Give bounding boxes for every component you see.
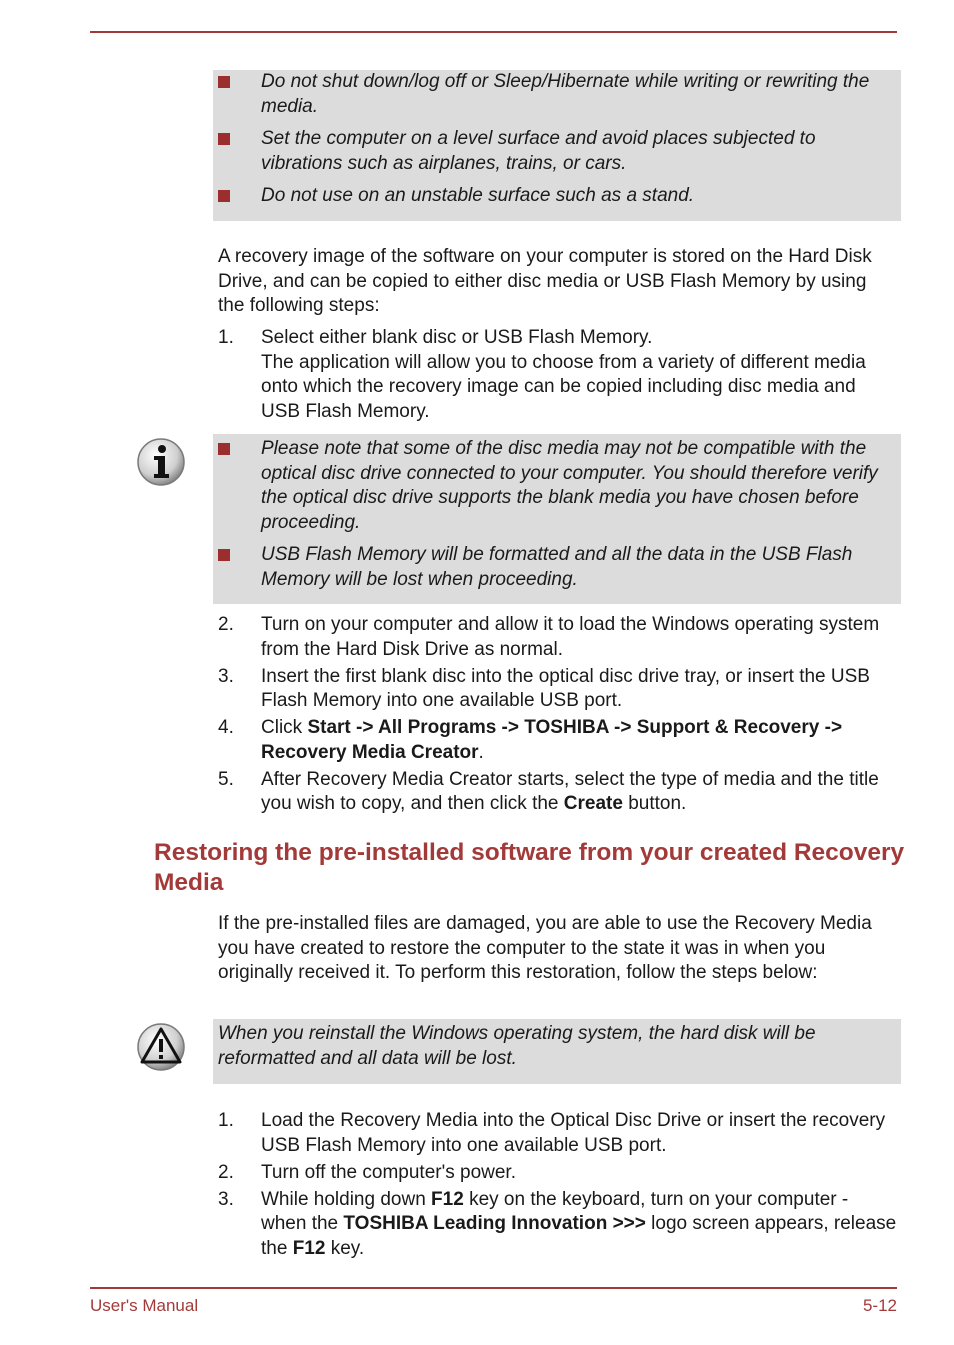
step-item: 4. Click Start -> All Programs -> TOSHIBA -> Support & Recovery -> Recovery Media Creator. [218,717,843,763]
header-rule [90,31,897,33]
caution-box [213,70,901,221]
steps-list-2 [218,613,898,819]
page-number: 5-12 [862,1296,897,1315]
footer-rule [90,1287,897,1289]
step-item: 2. Turn off the computer's power. [218,1161,516,1183]
bullet-square-icon [218,190,230,202]
step-item: 5. After Recovery Media Creator starts, select the type of media and the title you wish to copy, and then click the Create button. [218,768,879,814]
bullet-square-icon [218,76,230,88]
warning-box [213,1019,901,1084]
bullet-square-icon [218,443,230,455]
step-item: 3. While holding down F12 key on the keyboard, turn on your computer - when the TOSHIBA Leading Innovation >>> logo screen appears, release the F12 key. [218,1188,897,1259]
footer-title: User's Manual [90,1296,199,1315]
bullet-square-icon [218,549,230,561]
step-item: 2. Turn on your computer and allow it to load the Windows operating system from the Hard Disk Drive as normal. [218,614,880,660]
step-item: 1. Select either blank disc or USB Flash Memory. The application will allow you to choose from a variety of different media onto which the recovery image can be copied including disc media and USB Flash Memory. [218,327,866,422]
step-item: 1. Load the Recovery Media into the Optical Disc Drive or insert the recovery USB Flash Memory into one available USB port. [218,1110,886,1156]
caution-item: Set the computer on a level surface and avoid places subjected to vibrations such as airplanes, trains, or cars. [213,127,901,176]
warning-text: When you reinstall the Windows operating system, the hard disk will be reformatted and all data will be lost. [218,1023,816,1069]
steps-list-3 [218,1109,898,1264]
note-box [213,434,901,604]
step-item: 3. Insert the first blank disc into the optical disc drive tray, or insert the USB Flash Memory into one available USB port. [218,665,870,711]
caution-item: Do not use on an unstable surface such as a stand. [213,184,901,209]
note-item: Please note that some of the disc media may not be compatible with the optical disc drive connected to your computer. You should therefore verify the optical disc drive supports the blank media you have chosen before proceeding. [213,437,901,535]
steps-list-1 [218,326,898,427]
note-item: USB Flash Memory will be formatted and all the data in the USB Flash Memory will be lost when proceeding. [213,543,901,592]
bullet-square-icon [218,133,230,145]
restore-intro-paragraph: If the pre-installed files are damaged, you are able to use the Recovery Media you have created to restore the computer to the state it was in when you originally received it. To perform this restoration, follow the steps below: [218,913,872,983]
caution-item: Do not shut down/log off or Sleep/Hibernate while writing or rewriting the media. [213,70,901,119]
warning-icon [136,1022,186,1072]
section-heading: Restoring the pre-installed software from your created Recovery Media [154,839,905,896]
intro-paragraph: A recovery image of the software on your computer is stored on the Hard Disk Drive, and can be copied to either disc media or USB Flash Memory by using the following steps: [218,246,872,316]
info-icon [136,437,186,487]
